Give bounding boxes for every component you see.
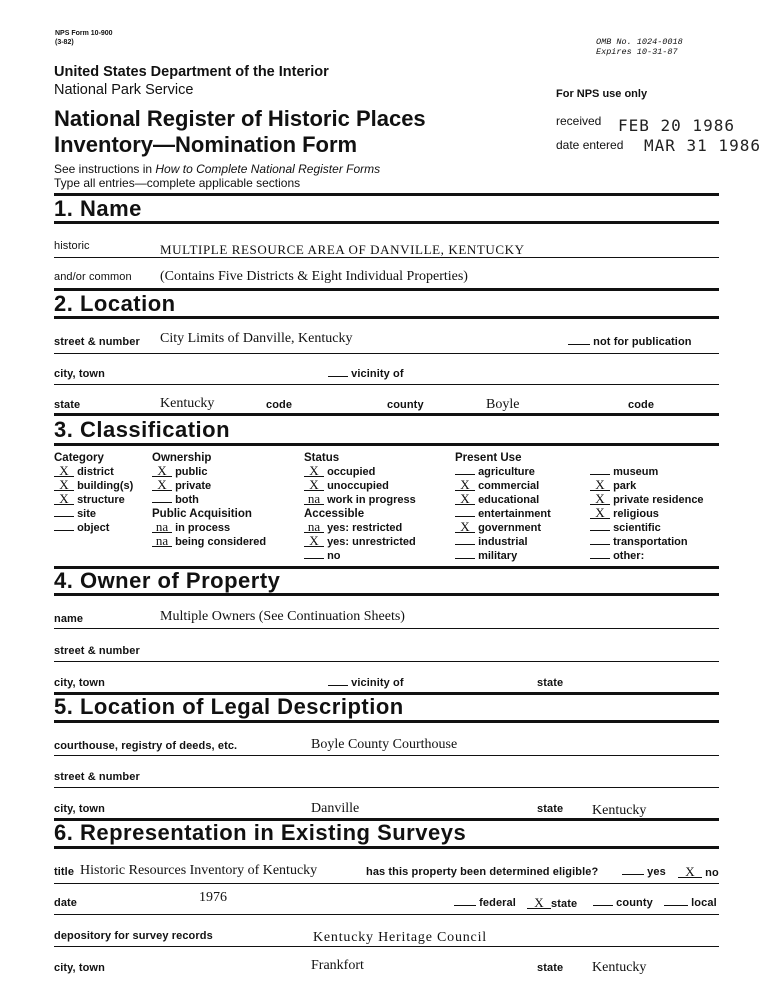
level-federal: federal	[454, 897, 516, 909]
level-county: county	[593, 897, 653, 909]
status-occupied: X occupied	[304, 465, 416, 479]
legal-city-value: Danville	[311, 801, 360, 816]
county-value: Boyle	[486, 397, 520, 412]
owner-city-label: city, town	[54, 677, 105, 689]
legal-city-label: city, town	[54, 803, 105, 815]
use-museum: museum	[590, 465, 704, 479]
expires-date: Expires 10-31-87	[596, 47, 678, 57]
instructions-line2: Type all entries—complete applicable sections	[54, 176, 301, 190]
survey-title-value: Historic Resources Inventory of Kentucky	[80, 863, 318, 878]
use-government: X government	[455, 521, 551, 535]
status-column	[304, 451, 416, 563]
accessible-restricted: na yes: restricted	[304, 521, 416, 535]
use-agriculture: agriculture	[455, 465, 551, 479]
owner-vicinity-label: vicinity of	[328, 677, 404, 689]
divider	[54, 661, 719, 662]
depository-city-value: Frankfort	[311, 958, 364, 973]
depository-value: Kentucky Heritage Council	[313, 930, 487, 945]
divider	[54, 316, 719, 319]
omb-number: OMB No. 1024-0018	[596, 37, 683, 47]
status-unoccupied: X unoccupied	[304, 479, 416, 493]
state-label: state	[54, 399, 81, 411]
received-label: received	[556, 114, 602, 128]
level-local: local	[664, 897, 717, 909]
category-heading: Category	[54, 452, 104, 464]
instructions-line1: See instructions in How to Complete National Register Forms	[54, 162, 381, 176]
category-site: site	[54, 507, 133, 521]
divider	[54, 593, 719, 596]
level-state: X state	[527, 897, 577, 910]
category-object: object	[54, 521, 133, 535]
present-use-column-right	[590, 465, 704, 563]
section4-title: 4. Owner of Property	[54, 568, 281, 593]
street-number-label: street & number	[54, 336, 140, 348]
form-date: (3-82)	[55, 39, 74, 46]
county-label: county	[387, 399, 424, 411]
use-industrial: industrial	[455, 535, 551, 549]
date-entered-label: date entered	[556, 138, 624, 152]
depository-state-value: Kentucky	[592, 960, 647, 975]
use-private-residence: X private residence	[590, 493, 704, 507]
use-other: other:	[590, 549, 704, 563]
form-title-line2: Inventory—Nomination Form	[54, 132, 358, 157]
divider	[54, 755, 719, 756]
legal-state-value: Kentucky	[592, 803, 647, 818]
owner-street-label: street & number	[54, 645, 140, 657]
ownership-column	[152, 451, 266, 549]
divider	[54, 353, 719, 354]
category-structure: X structure	[54, 493, 133, 507]
section6-title: 6. Representation in Existing Surveys	[54, 820, 467, 845]
section5-title: 5. Location of Legal Description	[54, 694, 404, 719]
county-code-label: code	[628, 399, 655, 411]
date-entered-stamp: MAR 31 1986	[644, 136, 761, 155]
divider	[54, 628, 719, 629]
category-buildings: X building(s)	[54, 479, 133, 493]
divider	[54, 193, 719, 196]
use-commercial: X commercial	[455, 479, 551, 493]
depository-city-label: city, town	[54, 962, 105, 974]
city-town-label: city, town	[54, 368, 105, 380]
ownership-private: X private	[152, 479, 266, 493]
category-column	[54, 451, 133, 535]
owner-name-label: name	[54, 613, 84, 625]
use-scientific: scientific	[590, 521, 704, 535]
survey-date-value: 1976	[199, 890, 227, 905]
department-heading: United States Department of the Interior	[54, 64, 329, 80]
divider	[54, 946, 719, 947]
divider	[54, 720, 719, 723]
not-for-publication: not for publication	[568, 336, 692, 348]
use-educational: X educational	[455, 493, 551, 507]
form-number: NPS Form 10-900	[55, 30, 113, 37]
section1-title: 1. Name	[54, 196, 142, 221]
service-heading: National Park Service	[54, 82, 194, 98]
accessible-no: no	[304, 549, 416, 563]
code-label: code	[266, 399, 293, 411]
status-heading: Status	[304, 452, 340, 464]
divider	[54, 257, 719, 258]
acquisition-being-considered: na being considered	[152, 535, 266, 549]
divider	[54, 883, 719, 884]
owner-state-label: state	[537, 677, 564, 689]
accessible-heading: Accessible	[304, 508, 365, 520]
use-park: X park	[590, 479, 704, 493]
historic-label: historic	[54, 240, 90, 252]
received-stamp: FEB 20 1986	[618, 116, 735, 135]
common-name-label: and/or common	[54, 271, 132, 283]
eligible-yes: yes	[622, 866, 666, 878]
category-district: X district	[54, 465, 133, 479]
present-use-heading: Present Use	[455, 452, 522, 464]
vicinity-label: vicinity of	[328, 368, 404, 380]
legal-street-label: street & number	[54, 771, 140, 783]
use-military: military	[455, 549, 551, 563]
nps-use-heading: For NPS use only	[556, 88, 648, 100]
divider	[54, 443, 719, 446]
divider	[54, 384, 719, 385]
use-transportation: transportation	[590, 535, 704, 549]
courthouse-label: courthouse, registry of deeds, etc.	[54, 740, 238, 752]
divider	[54, 846, 719, 849]
divider	[54, 413, 719, 416]
divider	[54, 914, 719, 915]
ownership-both: both	[152, 493, 266, 507]
legal-state-label: state	[537, 803, 564, 815]
acquisition-heading: Public Acquisition	[152, 508, 252, 520]
survey-date-label: date	[54, 897, 78, 909]
use-religious: X religious	[590, 507, 704, 521]
form-title-line1: National Register of Historic Places	[54, 106, 426, 131]
ownership-heading: Ownership	[152, 452, 212, 464]
depository-label: depository for survey records	[54, 930, 213, 942]
status-work-in-progress: na work in progress	[304, 493, 416, 507]
state-value: Kentucky	[160, 396, 215, 411]
historic-name: MULTIPLE RESOURCE AREA OF DANVILLE, KENTUCKY	[160, 242, 525, 257]
eligible-question: has this property been determined eligible?	[366, 866, 599, 878]
acquisition-in-process: na in process	[152, 521, 266, 535]
divider	[54, 787, 719, 788]
courthouse-value: Boyle County Courthouse	[311, 737, 458, 752]
accessible-unrestricted: X yes: unrestricted	[304, 535, 416, 549]
depository-state-label: state	[537, 962, 564, 974]
common-name: (Contains Five Districts & Eight Individual Properties)	[160, 269, 468, 284]
section2-title: 2. Location	[54, 291, 176, 316]
use-entertainment: entertainment	[455, 507, 551, 521]
owner-name-value: Multiple Owners (See Continuation Sheets)	[160, 609, 405, 624]
section3-title: 3. Classification	[54, 417, 231, 442]
street-number-value: City Limits of Danville, Kentucky	[160, 331, 353, 346]
eligible-no: X no	[678, 866, 719, 879]
ownership-public: X public	[152, 465, 266, 479]
divider	[54, 221, 719, 224]
present-use-column-left	[455, 451, 551, 563]
survey-title-label: title	[54, 866, 75, 878]
